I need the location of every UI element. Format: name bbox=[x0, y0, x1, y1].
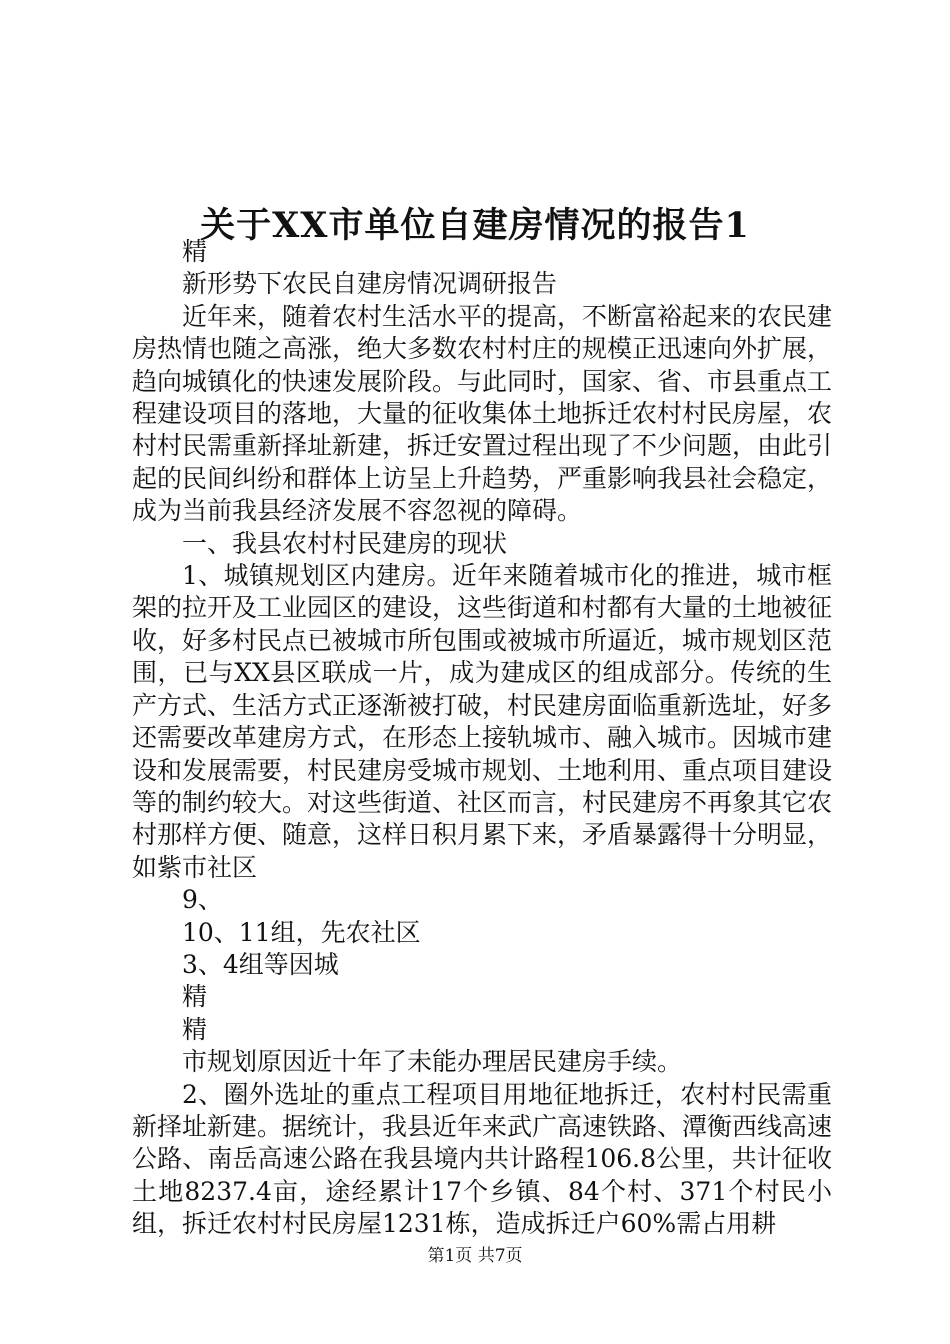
paragraph-point-1: 1、城镇规划区内建房。近年来随着城市化的推进，城市框架的拉开及工业园区的建设，这些街道和村都有大量的土地被征收，好多村民点已被城市所包围或被城市所逼近，城市规划区范围，已与XX县区联成一片，成为建成区的组成部分。传统的生产方式、生活方式正逐渐被打破，村民建房面临重新选址，好多还需要改革建房方式，在形态上接轨城市、融入城市。因城市建设和发展需要，村民建房受城市规划、土地利用、重点项目建设等的制约较大。对这些街道、社区而言，村民建房不再象其它农村那样方便、随意，这样日积月累下来，矛盾暴露得十分明显，如紫巿社区 bbox=[132, 561, 833, 882]
section-heading-current-status: 一、我县农村村民建房的现状 bbox=[182, 528, 508, 558]
paragraph-point-2: 2、圈外选址的重点工程项目用地征地拆迁，农村村民需重新择址新建。据统计，我县近年来武广高速铁路、潭衡西线高速公路、南岳高速公路在我县境内共计路程106.8公里，共计征收土地8237.4亩，途经累计17个乡镇、84个村、371个村民小组，拆迁农村村民房屋1231栋，造成拆迁户60%需占用耕 bbox=[132, 1079, 833, 1239]
page-footer: 第1页 共7页 bbox=[427, 1246, 523, 1266]
document-title: 关于XX市单位自建房情况的报告1 bbox=[200, 205, 750, 247]
paragraph-label-jing-3: 精 bbox=[182, 1014, 208, 1044]
paragraph-label-jing-2: 精 bbox=[182, 982, 208, 1012]
paragraph-city-planning: 市规划原因近十年了未能办理居民建房手续。 bbox=[182, 1047, 683, 1077]
paragraph-fragment-10-11: 10、11组，先农社区 bbox=[182, 917, 421, 947]
document-body bbox=[132, 236, 832, 1241]
paragraph-intro: 近年来，随着农村生活水平的提高，不断富裕起来的农民建房热情也随之高涨，绝大多数农村村庄的规模正迅速向外扩展，趋向城镇化的快速发展阶段。与此同时，国家、省、市县重点工程建设项目的落地，大量的征收集体土地拆迁农村村民房屋，农村村民需重新择址新建，拆迁安置过程出现了不少问题，由此引起的民间纠纷和群体上访呈上升趋势，严重影响我县社会稳定，成为当前我县经济发展不容忽视的障碍。 bbox=[132, 301, 833, 526]
paragraph-fragment-3-4: 3、4组等因城 bbox=[182, 949, 339, 979]
paragraph-fragment-9: 9、 bbox=[182, 885, 223, 915]
paragraph-subtitle: 新形势下农民自建房情况调研报告 bbox=[182, 269, 558, 299]
paragraph-label-jing: 精 bbox=[182, 237, 208, 266]
